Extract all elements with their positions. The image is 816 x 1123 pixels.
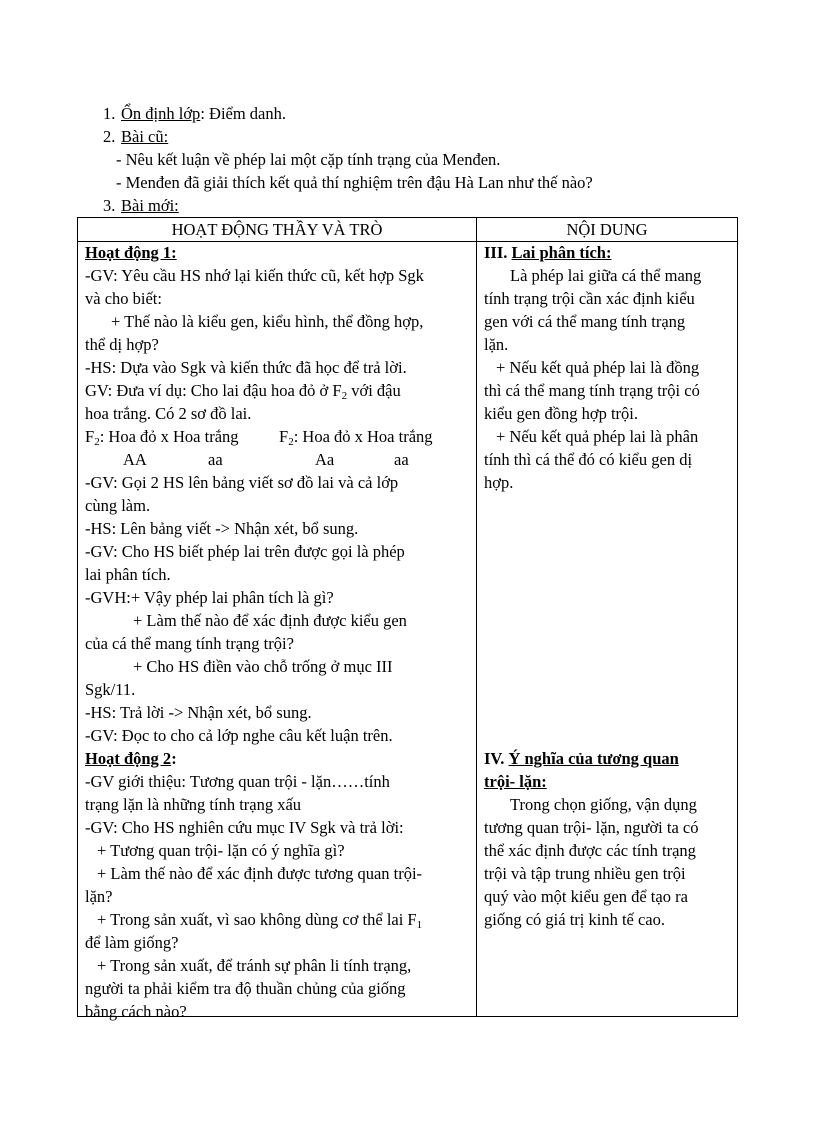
activity-line: trạng lặn là những tính trạng xấu: [85, 795, 302, 814]
content-line: thể xác định được các tính trạng: [484, 841, 696, 860]
activity-line: -HS: Trả lời -> Nhận xét, bổ sung.: [85, 703, 312, 722]
header-activities: HOẠT ĐỘNG THẦY VÀ TRÒ: [171, 220, 383, 239]
content-line: + Nếu kết quả phép lai là phân: [496, 427, 699, 446]
activity-line: + Thế nào là kiểu gen, kiểu hình, thể đồng hợp,: [111, 312, 424, 331]
intro-item-1-label: Ổn định lớp: [121, 104, 201, 123]
activity-line: -GV: Yêu cầu HS nhớ lại kiến thức cũ, kết hợp Sgk: [85, 266, 424, 285]
content-line: lặn.: [484, 335, 509, 354]
activity-line: hoa trắng. Có 2 sơ đồ lai.: [85, 404, 252, 423]
content-line: thì cá thể mang tính trạng trội có: [484, 381, 700, 400]
activity-line: thể dị hợp?: [85, 335, 159, 354]
intro-item-1-text: : Điểm danh.: [200, 104, 287, 123]
section-4-heading: IV. Ý nghĩa của tương quan: [484, 749, 679, 768]
content-line: quý vào một kiểu gen để tạo ra: [484, 887, 688, 906]
activity-line: -GV: Cho HS biết phép lai trên được gọi là phép: [85, 542, 405, 561]
activity-line: -GV: Gọi 2 HS lên bảng viết sơ đồ lai và cả lớp: [85, 473, 399, 492]
activity-line: -HS: Lên bảng viết -> Nhận xét, bổ sung.: [85, 519, 359, 538]
activity-line: lặn?: [85, 887, 113, 906]
intro-item-3-label: Bài mới:: [121, 196, 179, 215]
content-line: kiểu gen đồng hợp trội.: [484, 404, 638, 423]
activity-line: GV: Đưa ví dụ: Cho lai đậu hoa đỏ ở $F_2$ với đậu: [85, 381, 401, 402]
genotype-label: aa: [208, 450, 223, 469]
activity-line: cùng làm.: [85, 496, 151, 515]
activity-1-heading: Hoạt động 1:: [85, 243, 177, 262]
content-line: Là phép lai giữa cá thể mang: [510, 266, 702, 285]
content-line: giống có giá trị kinh tế cao.: [484, 910, 665, 929]
activity-line: để làm giống?: [85, 933, 179, 952]
old-lesson-question-2: - Menđen đã giải thích kết quả thí nghiệm trên đậu Hà Lan như thế nào?: [116, 173, 593, 192]
content-line: tương quan trội- lặn, người ta có: [484, 818, 699, 837]
cross-diagram-2: $F_2$: Hoa đỏ x Hoa trắng: [279, 427, 433, 448]
genotype-label: AA: [123, 450, 147, 469]
activity-line: + Trong sản xuất, để tránh sự phân li tính trạng,: [97, 956, 412, 975]
activity-line: -GV: Cho HS nghiên cứu mục IV Sgk và trả lời:: [85, 818, 404, 837]
activity-line: + Cho HS điền vào chỗ trống ở mục III: [133, 657, 393, 676]
header-content: NỘI DUNG: [566, 220, 648, 239]
content-line: Trong chọn giống, vận dụng: [510, 795, 697, 814]
activity-line: lai phân tích.: [85, 565, 171, 584]
activity-line: + Làm thế nào để xác định được kiểu gen: [133, 611, 407, 630]
activity-line: của cá thể mang tính trạng trội?: [85, 634, 294, 653]
intro-item-1: 1. Ổn định lớp: Điểm danh.: [103, 104, 287, 123]
section-3-heading: III. Lai phân tích:: [484, 243, 612, 262]
activity-line: người ta phải kiểm tra độ thuần chủng của giống: [85, 979, 406, 998]
header-divider: [78, 241, 737, 242]
activity-line: -GV: Đọc to cho cả lớp nghe câu kết luận trên.: [85, 726, 393, 745]
content-line: + Nếu kết quả phép lai là đồng: [496, 358, 700, 377]
activity-line: bằng cách nào?: [85, 1002, 187, 1021]
activity-line: Sgk/11.: [85, 680, 136, 699]
activity-line: + Tương quan trội- lặn có ý nghĩa gì?: [97, 841, 345, 860]
activity-line: và cho biết:: [85, 289, 162, 308]
content-line: gen với cá thể mang tính trạng: [484, 312, 686, 331]
intro-item-2-label: Bài cũ:: [121, 127, 169, 146]
cross-diagram-1: $F_2$: Hoa đỏ x Hoa trắng: [85, 427, 239, 448]
content-line: tính trạng trội cần xác định kiểu: [484, 289, 695, 308]
activity-2-heading: Hoạt động 2:: [85, 749, 177, 768]
genotype-label: Aa: [315, 450, 335, 469]
genotype-label: aa: [394, 450, 409, 469]
intro-item-3: 3. Bài mới:: [103, 196, 179, 215]
old-lesson-question-1: - Nêu kết luận về phép lai một cặp tính trạng của Menđen.: [116, 150, 501, 169]
activity-line: + Làm thế nào để xác định được tương quan trội-: [97, 864, 423, 883]
activity-line: -HS: Dựa vào Sgk và kiến thức đã học để trả lời.: [85, 358, 407, 377]
content-line: tính thì cá thể đó có kiểu gen dị: [484, 450, 693, 469]
activity-line: + Trong sản xuất, vì sao không dùng cơ thể lai $F_1$: [97, 910, 423, 931]
column-divider: [476, 218, 477, 1016]
content-line: trội và tập trung nhiều gen trội: [484, 864, 686, 883]
activity-line: -GVH:+ Vậy phép lai phân tích là gì?: [85, 588, 334, 607]
lesson-table: [77, 217, 738, 1021]
intro-item-2: 2. Bài cũ:: [103, 127, 169, 146]
activity-line: -GV giới thiệu: Tương quan trội - lặn……tính: [85, 772, 390, 791]
section-4-heading-cont: trội- lặn:: [484, 772, 547, 791]
content-line: hợp.: [484, 473, 514, 492]
